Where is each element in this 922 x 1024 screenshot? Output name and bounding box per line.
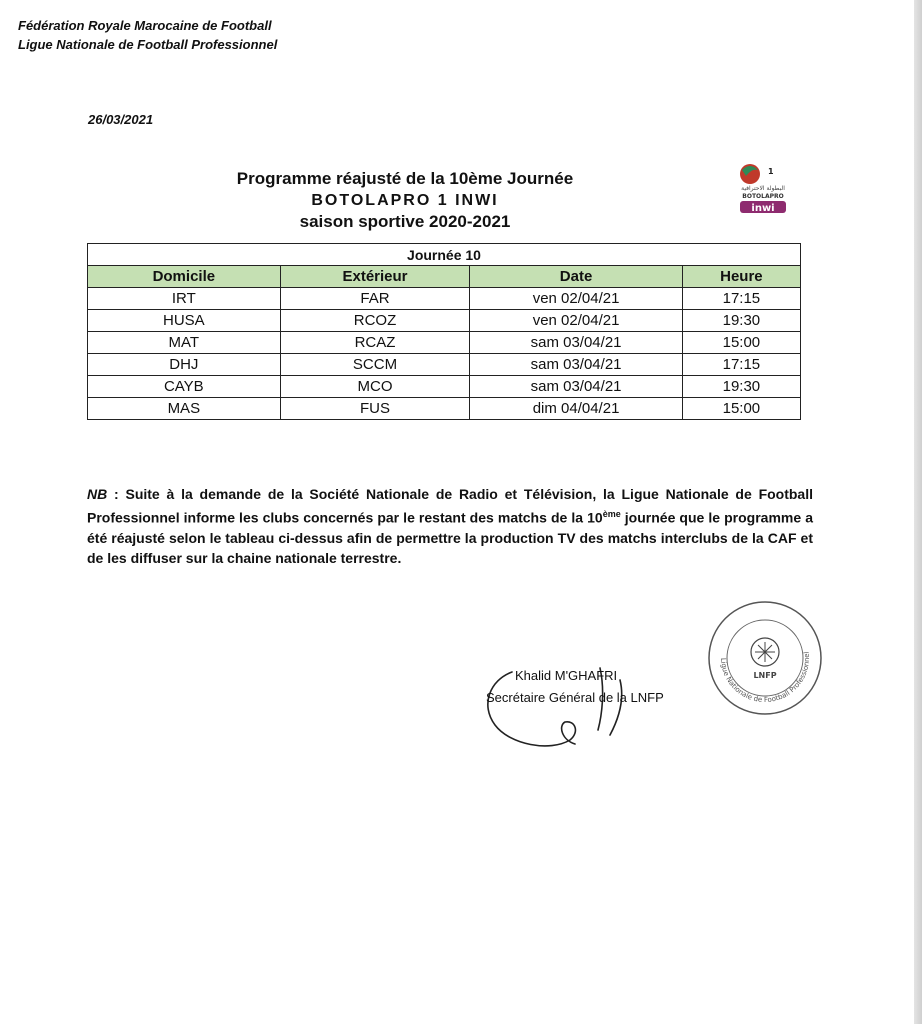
cell-date: ven 02/04/21 — [470, 310, 682, 332]
federation-name: Fédération Royale Marocaine de Football — [18, 18, 272, 33]
note-paragraph — [87, 484, 813, 568]
page-edge-shadow — [914, 0, 922, 1024]
title-line-1: Programme réajusté de la 10ème Journée — [236, 169, 574, 188]
lnfp-official-stamp — [705, 598, 825, 718]
cell-date: sam 03/04/21 — [470, 354, 682, 376]
cell-away: FUS — [280, 398, 470, 420]
title-line-2: BOTOLAPRO 1 INWI — [311, 192, 499, 209]
cell-home: MAT — [88, 332, 281, 354]
note-text-part1: : Suite à la demande de la Société Nationale de Radio et Télévision, la Ligue Nationale de Football Professionnel informe les clubs concernés par le restant des matchs de la 10 — [87, 486, 813, 526]
cell-away: RCAZ — [280, 332, 470, 354]
table-row — [88, 332, 801, 354]
cell-date: ven 02/04/21 — [470, 288, 682, 310]
cell-away: RCOZ — [280, 310, 470, 332]
table-row — [88, 354, 801, 376]
stamp-ring-text: Ligue Nationale de Football Professionnel — [718, 651, 812, 705]
column-header-domicile: Domicile — [88, 266, 281, 288]
league-name: Ligue Nationale de Football Professionnel — [18, 37, 278, 52]
note-superscript: ème — [602, 509, 621, 519]
note-text-part2: journée que le programme a été réajusté selon le tableau ci-dessus afin de permettre la production TV des matchs interclubs de la CAF et de les diffuser sur la chaine nationale terrestre. — [87, 509, 814, 566]
cell-home: DHJ — [88, 354, 281, 376]
cell-away: FAR — [280, 288, 470, 310]
title-line-3: saison sportive 2020-2021 — [299, 212, 511, 231]
cell-time: 17:15 — [682, 288, 800, 310]
botolapro-logo — [732, 160, 794, 214]
column-header-heure: Heure — [682, 266, 800, 288]
table-row — [88, 310, 801, 332]
cell-home: MAS — [88, 398, 281, 420]
cell-home: HUSA — [88, 310, 281, 332]
logo-arabic-text: البطولة الاحترافية — [741, 185, 785, 192]
cell-home: CAYB — [88, 376, 281, 398]
journee-heading: Journée 10 — [88, 244, 801, 266]
cell-time: 15:00 — [682, 332, 800, 354]
note-label: NB — [87, 486, 108, 502]
cell-date: dim 04/04/21 — [470, 398, 682, 420]
table-row — [88, 376, 801, 398]
logo-number: 1 — [768, 167, 774, 176]
stamp-center-text: LNFP — [753, 671, 777, 680]
cell-time: 19:30 — [682, 310, 800, 332]
cell-time: 17:15 — [682, 354, 800, 376]
cell-home: IRT — [88, 288, 281, 310]
cell-away: SCCM — [280, 354, 470, 376]
document-date: 26/03/2021 — [88, 112, 154, 127]
cell-away: MCO — [280, 376, 470, 398]
document-title — [180, 168, 630, 233]
table-header-row — [88, 266, 801, 288]
logo-sponsor: inwi — [751, 203, 775, 214]
cell-date: sam 03/04/21 — [470, 376, 682, 398]
table-row — [88, 288, 801, 310]
cell-time: 15:00 — [682, 398, 800, 420]
logo-brand: BOTOLAPRO — [742, 193, 784, 200]
column-header-date: Date — [470, 266, 682, 288]
table-row — [88, 398, 801, 420]
column-header-exterieur: Extérieur — [280, 266, 470, 288]
signatory-title: Secrétaire Général de la LNFP — [486, 690, 664, 705]
signatory-name: Khalid M'GHAFRI — [515, 668, 618, 683]
cell-date: sam 03/04/21 — [470, 332, 682, 354]
schedule-table — [87, 243, 801, 420]
cell-time: 19:30 — [682, 376, 800, 398]
